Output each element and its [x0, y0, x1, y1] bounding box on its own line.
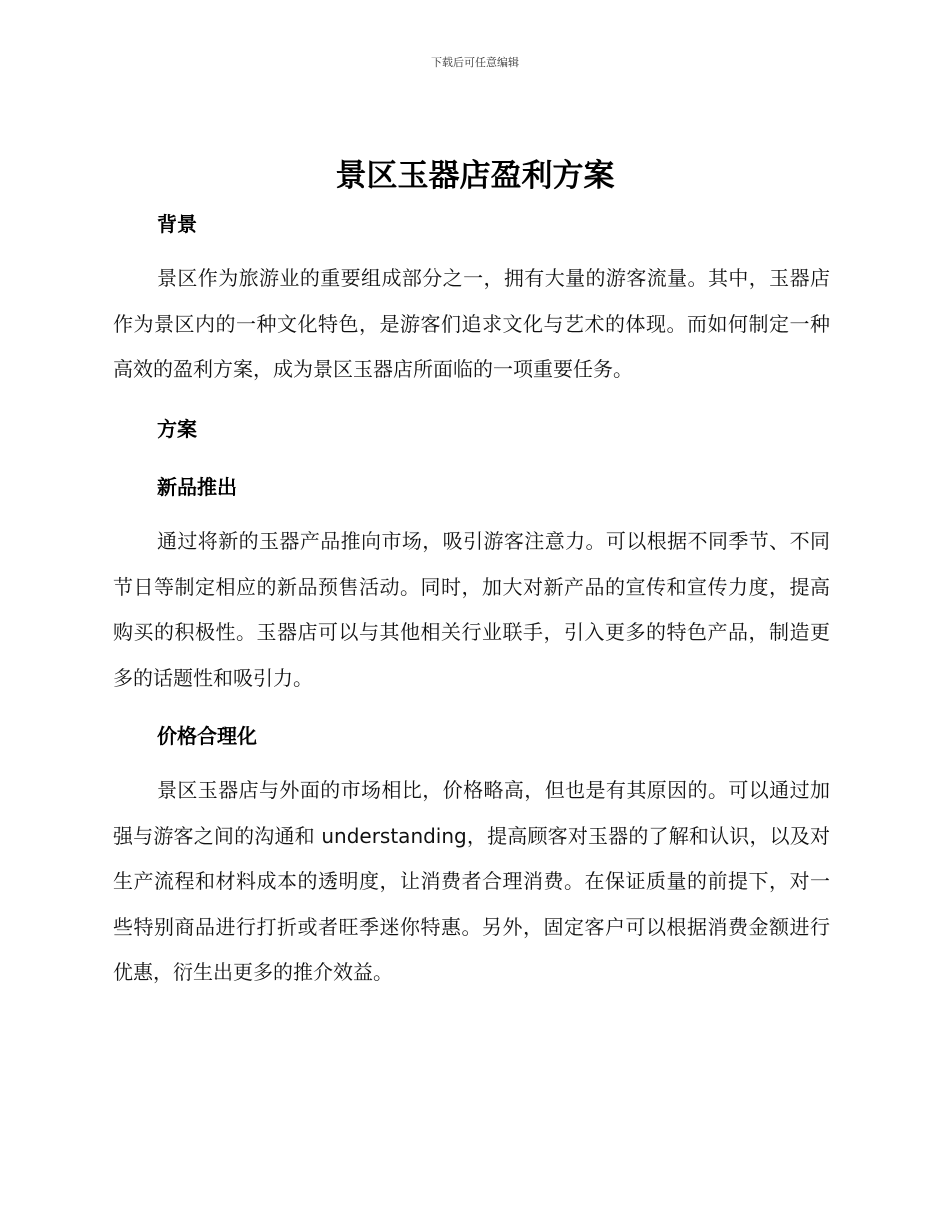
new-products-paragraph: 通过将新的玉器产品推向市场，吸引游客注意力。可以根据不同季节、不同节日等制定相应的新品预售活动。同时，加大对新产品的宣传和宣传力度，提高购买的积极性。玉器店可以与其他相关行业联手，引入更多的特色产品，制造更多的话题性和吸引力。	[113, 529, 830, 690]
background-paragraph: 景区作为旅游业的重要组成部分之一，拥有大量的游客流量。其中，玉器店作为景区内的一种文化特色，是游客们追求文化与艺术的体现。而如何制定一种高效的盈利方案，成为景区玉器店所面临的一项重要任务。	[113, 266, 830, 381]
pricing-paragraph: 景区玉器店与外面的市场相比，价格略高，但也是有其原因的。可以通过加强与游客之间的沟通和 understanding，提高顾客对玉器的了解和认识，以及对生产流程和材料成本的透明度，让消费者合理消费。在保证质量的前提下，对一些特别商品进行打折或者旺季迷你特惠。另外，固定客户可以根据消费金额进行优惠，衍生出更多的推介效益。	[113, 778, 830, 984]
section-heading-new-products: 新品推出	[157, 475, 237, 499]
page-header-note: 下载后可任意编辑	[431, 56, 519, 69]
section-heading-plan: 方案	[157, 417, 197, 441]
section-heading-background: 背景	[157, 212, 197, 236]
section-heading-pricing: 价格合理化	[157, 724, 257, 748]
document-title: 景区玉器店盈利方案	[335, 158, 615, 194]
